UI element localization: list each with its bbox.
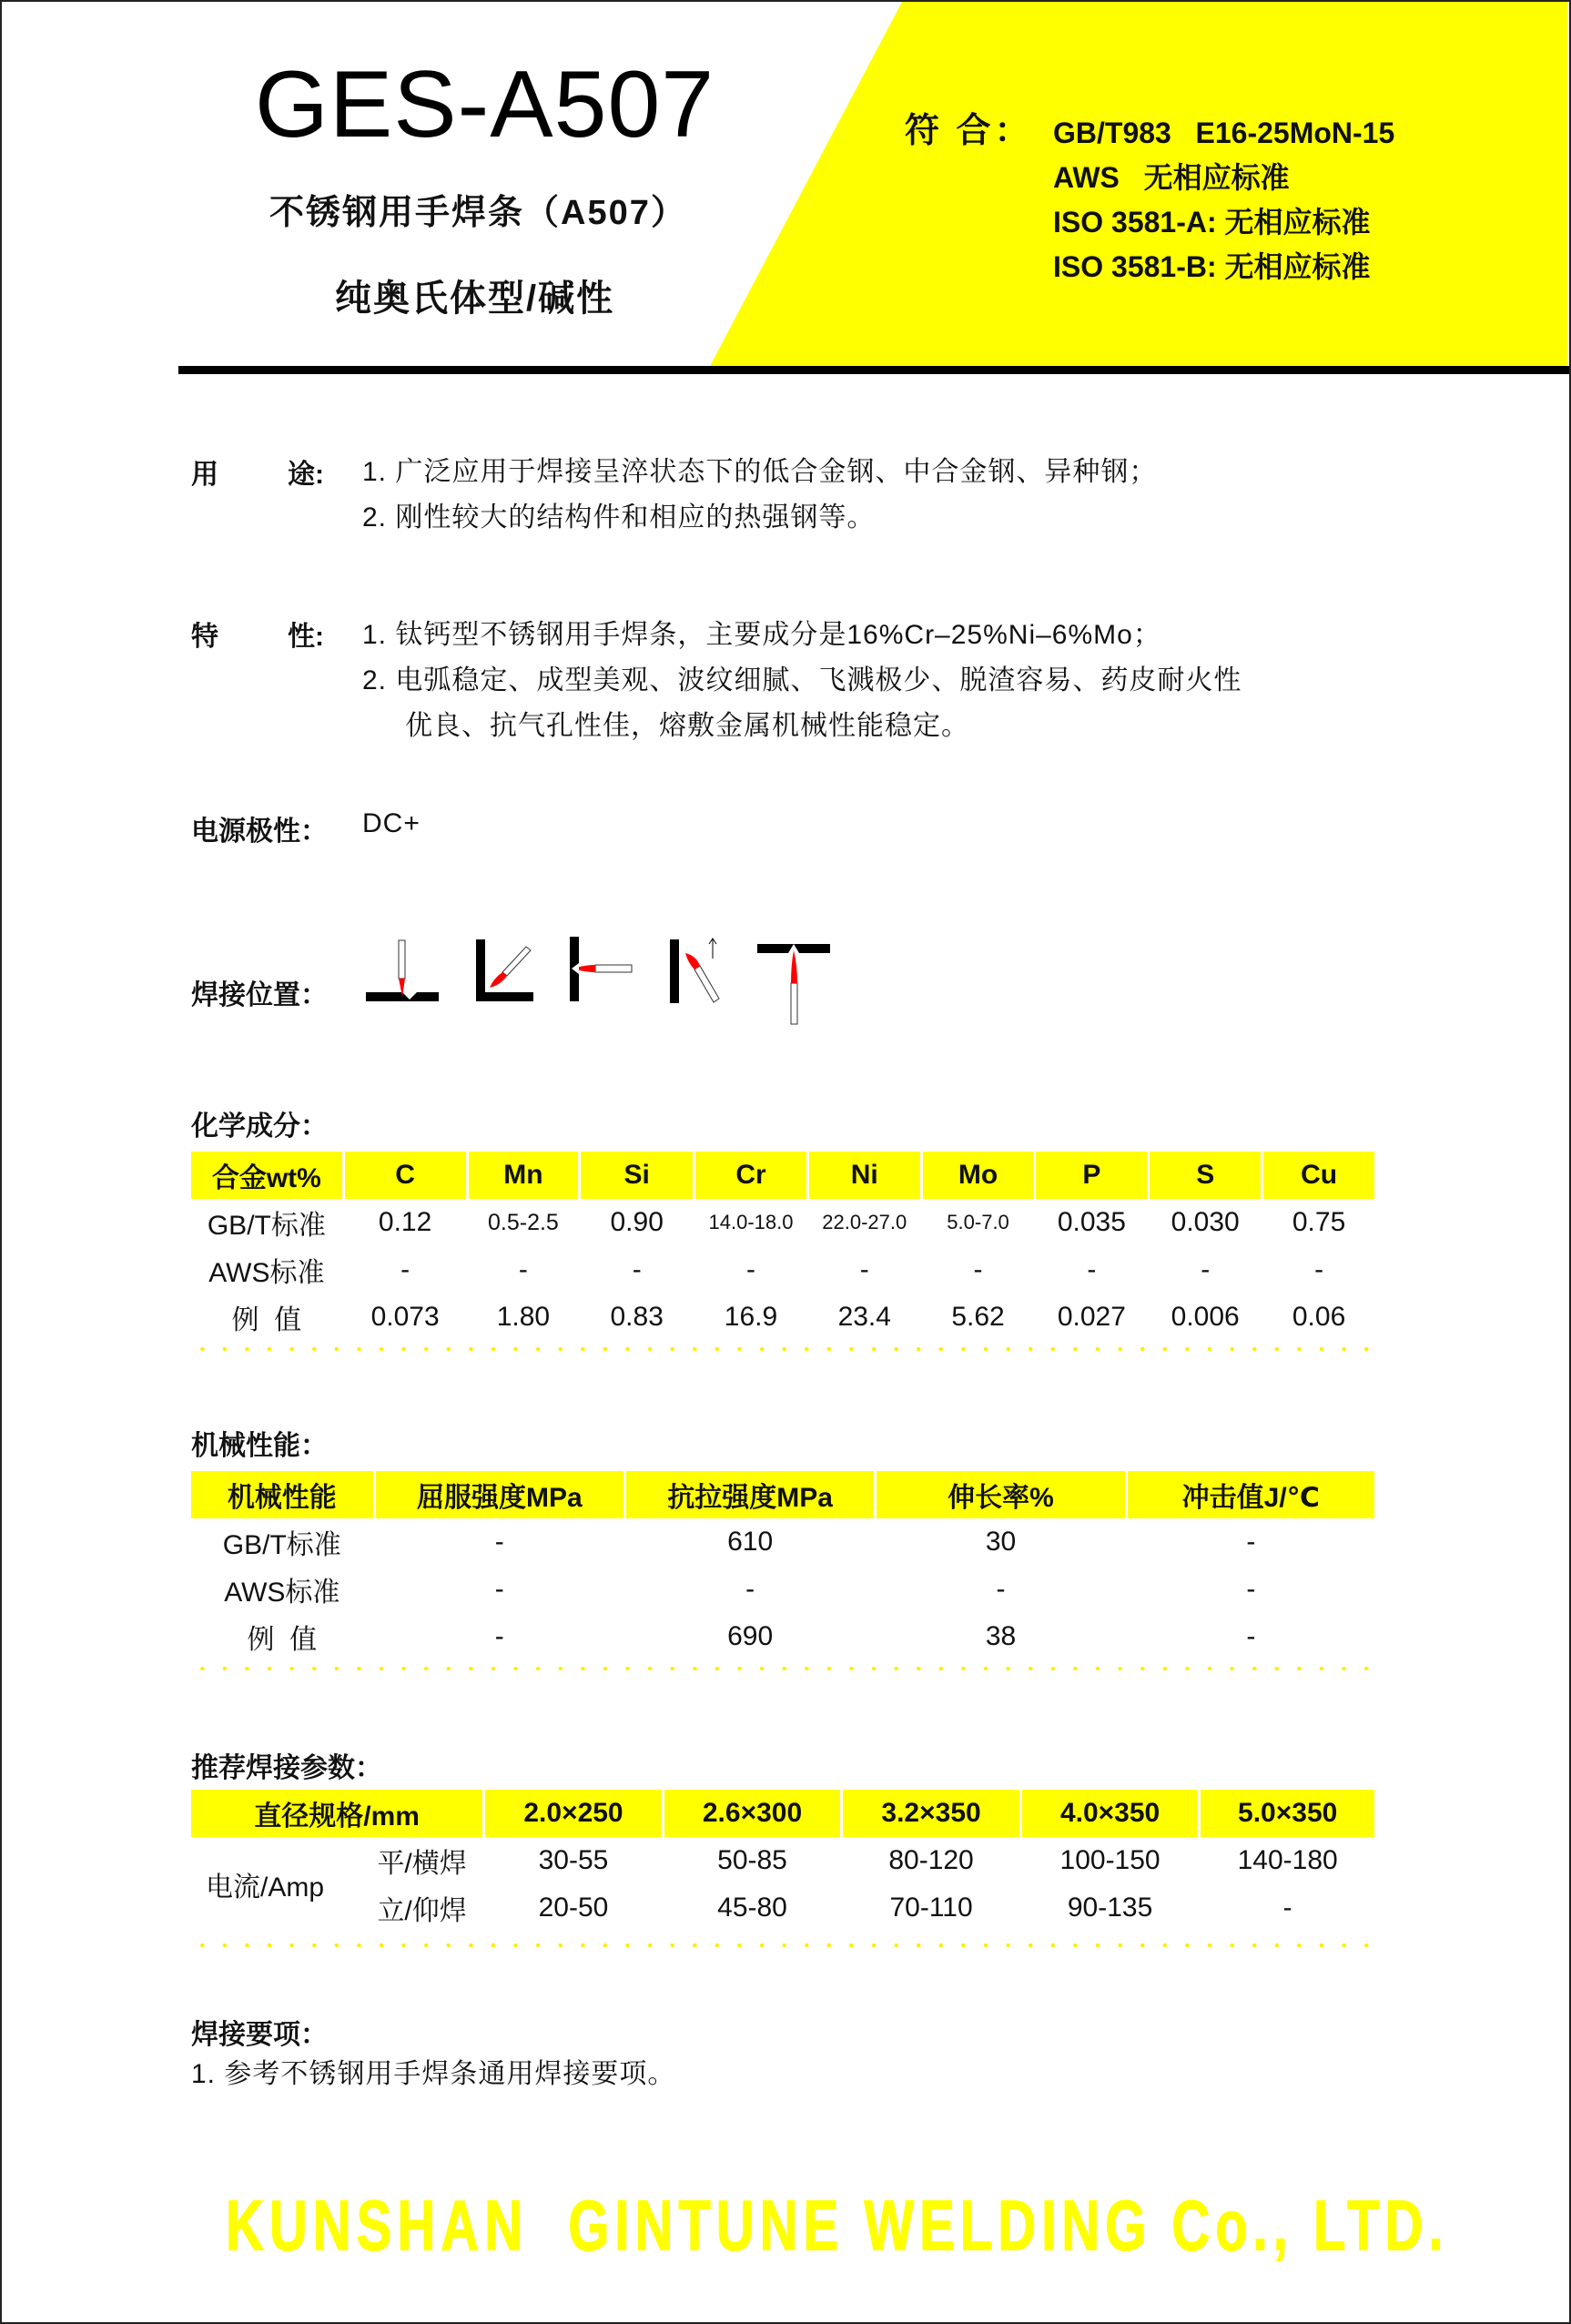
cell: - — [745, 1574, 755, 1604]
cell: 30-55 — [538, 1845, 609, 1875]
chemistry-header-row — [191, 1152, 1374, 1199]
cell: - — [518, 1254, 528, 1284]
cell: 20-50 — [538, 1893, 609, 1923]
row-group-label: 电流/Amp — [206, 1872, 325, 1903]
cell: 0.027 — [1057, 1302, 1126, 1332]
cell: - — [1201, 1254, 1211, 1284]
polarity-label: 电源极性： — [191, 817, 328, 847]
feature-item: 2. 电弧稳定、成型美观、波纹细腻、飞溅极少、脱渣容易、药皮耐火性 — [362, 665, 1242, 695]
row-label: 例 值 — [247, 1625, 318, 1655]
col-header: Si — [581, 1152, 693, 1199]
col-header: 冲击值J/℃ — [1128, 1471, 1374, 1518]
table-row — [191, 1518, 1374, 1566]
row-label: 立/仰焊 — [377, 1896, 467, 1926]
row-label: GB/T标准 — [222, 1530, 341, 1560]
col-header: 直径规格/mm — [191, 1790, 482, 1837]
col-header: 抗拉强度MPa — [626, 1471, 874, 1518]
table-row — [191, 1566, 1374, 1613]
cell: - — [1246, 1574, 1256, 1604]
welding-positions — [355, 929, 846, 1029]
col-header: Ni — [809, 1152, 920, 1199]
cell: 30 — [985, 1527, 1017, 1557]
cell: 0.75 — [1292, 1207, 1346, 1237]
mechanical-title: 机械性能： — [191, 1431, 328, 1461]
usage-item: 1. 广泛应用于焊接呈淬状态下的低合金钢、中合金钢、异种钢； — [362, 457, 1158, 487]
cell: - — [494, 1621, 504, 1651]
product-subtitle: 不锈钢用手焊条（A507） — [269, 194, 687, 232]
cell: - — [745, 1254, 755, 1284]
dotted-divider — [191, 1347, 1374, 1351]
cell: 140-180 — [1237, 1845, 1338, 1875]
col-header: Mo — [923, 1152, 1034, 1199]
cell: 5.62 — [951, 1302, 1005, 1332]
cell: 0.073 — [370, 1302, 440, 1332]
table-row — [191, 1884, 1374, 1932]
row-label: AWS标准 — [208, 1258, 325, 1288]
vertical-up-position-icon — [670, 939, 719, 1003]
standard-gbt: GB/T983 E16-25MoN-15 — [1053, 117, 1395, 149]
col-header: 伸长率% — [877, 1471, 1124, 1518]
table-row — [191, 1294, 1374, 1341]
cell: 0.006 — [1171, 1302, 1240, 1332]
chemistry-table — [188, 1152, 1377, 1341]
col-header: Cu — [1263, 1152, 1374, 1199]
parameters-header-row — [191, 1790, 1374, 1837]
cell: 23.4 — [837, 1302, 891, 1332]
features-label-b: 性: — [288, 622, 324, 652]
cell: 0.035 — [1057, 1207, 1126, 1237]
cell: 50-85 — [717, 1845, 787, 1875]
usage-item: 2. 刚性较大的结构件和相应的热强钢等。 — [362, 502, 876, 533]
col-header: 5.0×350 — [1201, 1790, 1374, 1837]
cell: 0.030 — [1171, 1207, 1240, 1237]
table-row — [191, 1199, 1374, 1246]
col-header: Mn — [469, 1152, 579, 1199]
company-name: KUNSHAN GINTUNE WELDING Co., LTD. — [226, 2186, 1449, 2267]
positions-label: 焊接位置： — [191, 980, 328, 1010]
cell: - — [400, 1254, 410, 1284]
feature-item: 1. 钛钙型不锈钢用手焊条，主要成分是16%Cr–25%Ni–6%Mo； — [362, 620, 1161, 650]
table-row — [191, 1246, 1374, 1294]
col-header: 屈服强度MPa — [376, 1471, 623, 1518]
standard-aws: AWS 无相应标准 — [1053, 161, 1290, 194]
cell: - — [996, 1574, 1006, 1604]
row-label: 平/横焊 — [377, 1849, 467, 1879]
dotted-divider — [191, 1943, 1374, 1947]
col-header: 2.6×300 — [664, 1790, 841, 1837]
polarity-value: DC+ — [362, 808, 421, 838]
col-header: 机械性能 — [191, 1471, 373, 1518]
horizontal-fillet-position-icon — [476, 939, 533, 1001]
table-row — [191, 1837, 1374, 1884]
cell: 90-135 — [1067, 1893, 1153, 1923]
standard-iso-b: ISO 3581-B: 无相应标准 — [1053, 250, 1371, 283]
mechanical-table — [188, 1471, 1377, 1660]
cell: 0.90 — [610, 1207, 664, 1237]
col-header: 合金wt% — [191, 1152, 342, 1199]
cell: 610 — [727, 1527, 774, 1557]
usage-list — [362, 450, 1157, 541]
horizontal-position-icon — [570, 937, 632, 1001]
col-header: S — [1150, 1152, 1261, 1199]
cell: 0.5-2.5 — [487, 1209, 559, 1235]
usage-label-b: 途: — [288, 460, 324, 490]
cell: 0.12 — [378, 1207, 432, 1237]
cell: - — [1246, 1621, 1256, 1651]
cell: - — [632, 1254, 642, 1284]
overhead-position-icon — [757, 944, 830, 1024]
col-header: C — [345, 1152, 466, 1199]
col-header: P — [1036, 1152, 1147, 1199]
usage-label-a: 用 — [191, 460, 218, 490]
table-row — [191, 1613, 1374, 1660]
col-header: 2.0×250 — [485, 1790, 662, 1837]
cell: 5.0-7.0 — [947, 1211, 1009, 1233]
standard-iso-a: ISO 3581-A: 无相应标准 — [1053, 206, 1371, 238]
cell: - — [1087, 1254, 1097, 1284]
product-type: 纯奥氏体型/碱性 — [335, 279, 615, 319]
flat-position-icon — [366, 940, 439, 1001]
col-header: 4.0×350 — [1022, 1790, 1199, 1837]
cell: 690 — [727, 1621, 774, 1651]
cell: - — [494, 1574, 504, 1604]
cell: 22.0-27.0 — [822, 1211, 907, 1233]
features-label-a: 特 — [191, 622, 218, 652]
cell: 0.83 — [610, 1302, 664, 1332]
parameters-table — [188, 1790, 1377, 1932]
notes-item: 1. 参考不锈钢用手焊条通用焊接要项。 — [191, 2059, 676, 2089]
standards-list — [1053, 111, 1394, 289]
cell: - — [973, 1254, 983, 1284]
standards-label: 符 合： — [905, 112, 1033, 150]
cell: - — [1246, 1527, 1256, 1557]
feature-item-continued: 优良、抗气孔性佳，熔敷金属机械性能稳定。 — [405, 711, 969, 741]
cell: 100-150 — [1059, 1845, 1161, 1875]
cell: - — [1282, 1893, 1292, 1923]
mechanical-header-row — [191, 1471, 1374, 1518]
cell: - — [494, 1527, 504, 1557]
cell: - — [859, 1254, 869, 1284]
cell: 38 — [985, 1621, 1017, 1651]
chemistry-title: 化学成分： — [191, 1111, 328, 1142]
parameters-title: 推荐焊接参数： — [191, 1753, 382, 1783]
cell: 70-110 — [889, 1893, 973, 1923]
dotted-divider — [191, 1667, 1374, 1670]
row-label: AWS标准 — [224, 1578, 340, 1608]
row-label: 例 值 — [231, 1305, 302, 1335]
notes-title: 焊接要项： — [191, 2020, 328, 2050]
header-divider — [178, 366, 1569, 374]
cell: 80-120 — [888, 1845, 974, 1875]
cell: 45-80 — [717, 1893, 787, 1923]
cell: 16.9 — [724, 1302, 778, 1332]
row-label: GB/T标准 — [207, 1211, 326, 1241]
col-header: 3.2×350 — [843, 1790, 1019, 1837]
features-list — [362, 613, 1242, 749]
cell: 0.06 — [1292, 1302, 1346, 1332]
col-header: Cr — [695, 1152, 806, 1199]
cell: - — [1314, 1254, 1324, 1284]
product-title: GES-A507 — [255, 52, 715, 157]
cell: 14.0-18.0 — [708, 1211, 794, 1233]
cell: 1.80 — [496, 1302, 551, 1332]
